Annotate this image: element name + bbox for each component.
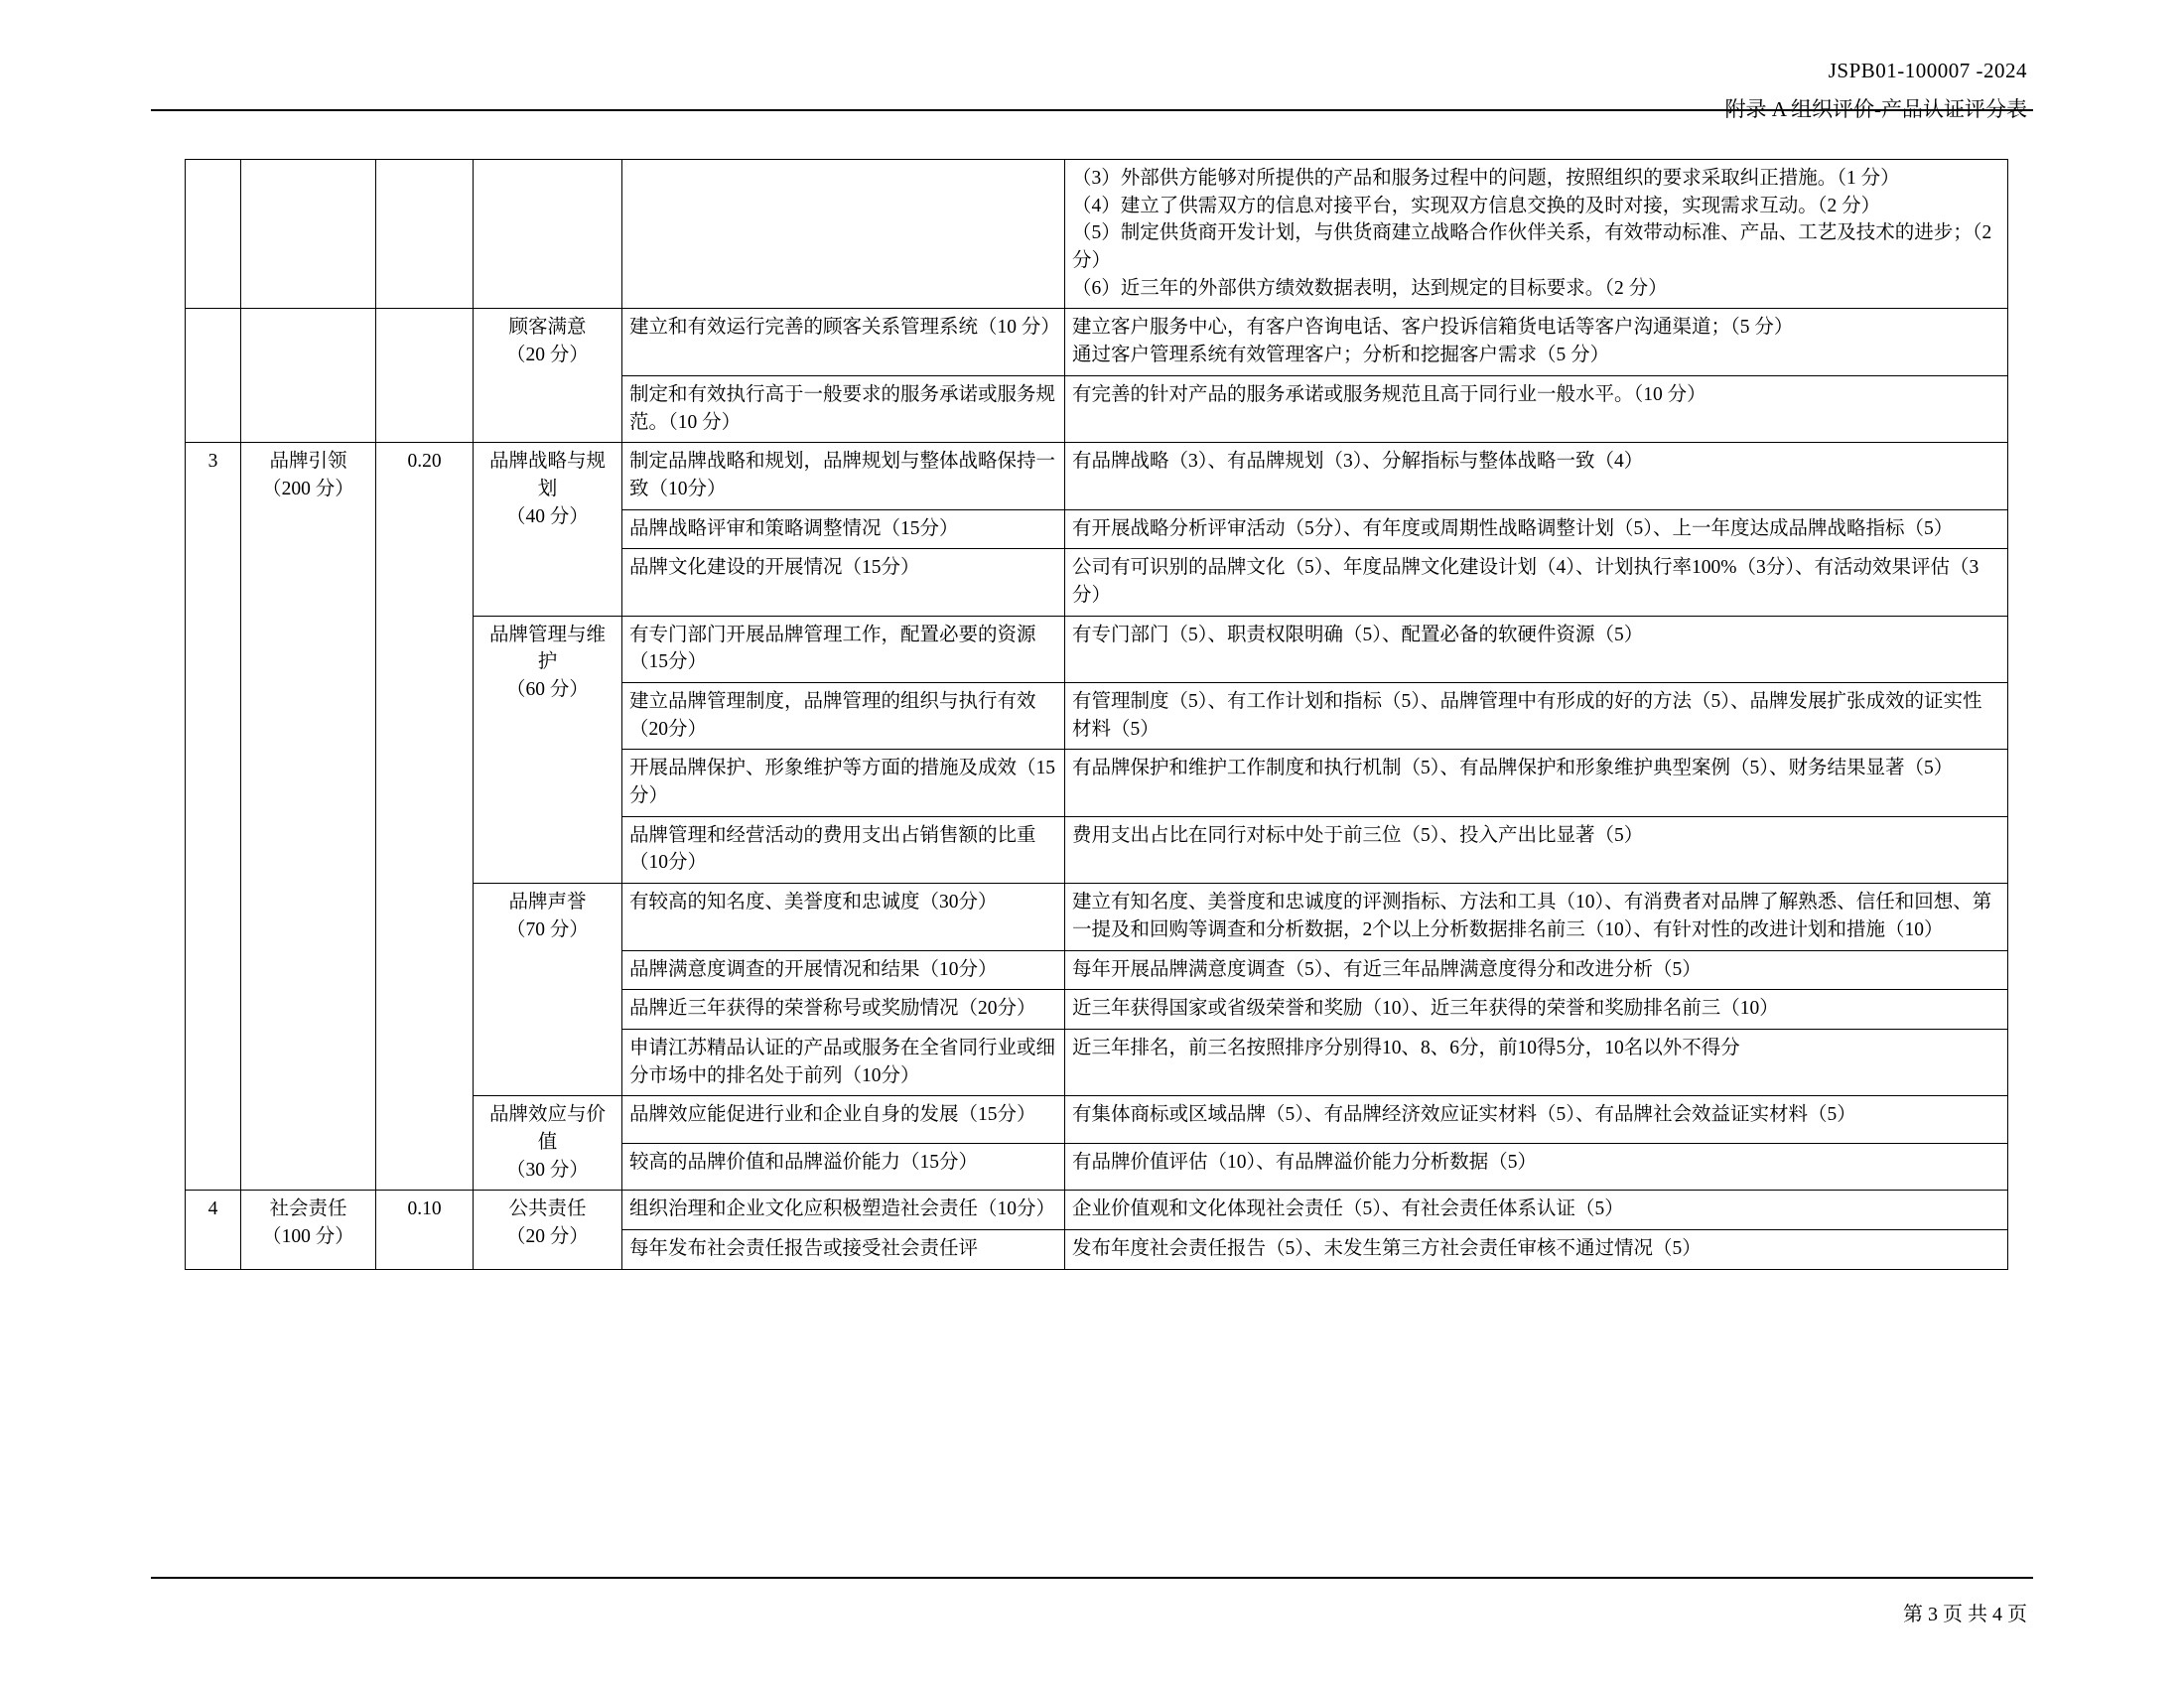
cell-item: 品牌近三年获得的荣誉称号或奖励情况（20分） bbox=[622, 990, 1065, 1030]
cell-item: 品牌文化建设的开展情况（15分） bbox=[622, 549, 1065, 616]
standard-line: （4）建立了供需双方的信息对接平台，实现双方信息交换的及时对接，实现需求互动。（2 分） bbox=[1072, 195, 1881, 216]
cell-weight bbox=[376, 160, 474, 309]
cell-item: 较高的品牌价值和品牌溢价能力（15分） bbox=[622, 1143, 1065, 1191]
cell-index bbox=[186, 160, 241, 309]
cell-standard: 公司有可识别的品牌文化（5）、年度品牌文化建设计划（4）、计划执行率100%（3分）、有活动效果评估（3分） bbox=[1065, 549, 2008, 616]
cell-item: 有较高的知名度、美誉度和忠诚度（30分） bbox=[622, 884, 1065, 950]
cell-item: 品牌满意度调查的开展情况和结果（10分） bbox=[622, 950, 1065, 990]
cell-item: 申请江苏精品认证的产品或服务在全省同行业或细分市场中的排名处于前列（10分） bbox=[622, 1029, 1065, 1095]
cell-dimension: 品牌引领 （200 分） bbox=[241, 443, 376, 1191]
table-row bbox=[186, 309, 2008, 375]
cell-standard: 有品牌价值评估（10）、有品牌溢价能力分析数据（5） bbox=[1065, 1143, 2008, 1191]
cell-standard: 费用支出占比在同行对标中处于前三位（5）、投入产出比显著（5） bbox=[1065, 816, 2008, 883]
cell-item: 有专门部门开展品牌管理工作，配置必要的资源（15分） bbox=[622, 616, 1065, 682]
cell-standard: 近三年排名，前三名按照排序分别得10、8、6分，前10得5分，10名以外不得分 bbox=[1065, 1029, 2008, 1095]
cell-standard: 企业价值观和文化体现社会责任（5）、有社会责任体系认证（5） bbox=[1065, 1191, 2008, 1230]
cell-standard: 有品牌战略（3）、有品牌规划（3）、分解指标与整体战略一致（4） bbox=[1065, 443, 2008, 509]
scoring-table bbox=[185, 159, 2008, 1270]
cell-standard: 有品牌保护和维护工作制度和执行机制（5）、有品牌保护和形象维护典型案例（5）、财务结果显著（5） bbox=[1065, 750, 2008, 816]
cell-dimension bbox=[241, 160, 376, 309]
cell-item: 组织治理和企业文化应积极塑造社会责任（10分） bbox=[622, 1191, 1065, 1230]
cell-standard: 发布年度社会责任报告（5）、未发生第三方社会责任审核不通过情况（5） bbox=[1065, 1230, 2008, 1270]
cell-index: 4 bbox=[186, 1191, 241, 1269]
cell-index bbox=[186, 309, 241, 443]
cell-standard: 有完善的针对产品的服务承诺或服务规范且高于同行业一般水平。（10 分） bbox=[1065, 375, 2008, 442]
page-footer: 第 3 页 共 4 页 bbox=[1903, 1604, 2027, 1625]
document-code: JSPB01-100007 -2024 bbox=[1828, 59, 2027, 82]
table-row bbox=[186, 1191, 2008, 1230]
cell-subcategory: 品牌声誉 （70 分） bbox=[474, 884, 622, 1096]
cell-weight bbox=[376, 309, 474, 443]
cell-standard: 有开展战略分析评审活动（5分）、有年度或周期性战略调整计划（5）、上一年度达成品牌战略指标（5） bbox=[1065, 509, 2008, 549]
table-row bbox=[186, 443, 2008, 509]
header-divider bbox=[151, 109, 2033, 111]
cell-item bbox=[622, 160, 1065, 309]
cell-standard: 有管理制度（5）、有工作计划和指标（5）、品牌管理中有形成的好的方法（5）、品牌发展扩张成效的证实性材料（5） bbox=[1065, 683, 2008, 750]
cell-dimension: 社会责任 （100 分） bbox=[241, 1191, 376, 1269]
cell-subcategory: 品牌效应与价值 （30 分） bbox=[474, 1096, 622, 1191]
cell-standard: 建立有知名度、美誉度和忠诚度的评测指标、方法和工具（10）、有消费者对品牌了解熟悉、信任和回想、第一提及和回购等调查和分析数据，2个以上分析数据排名前三（10）、有针对性的改进计划和措施（10） bbox=[1065, 884, 2008, 950]
cell-subcategory: 公共责任 （20 分） bbox=[474, 1191, 622, 1269]
cell-standard: 有集体商标或区域品牌（5）、有品牌经济效应证实材料（5）、有品牌社会效益证实材料（5） bbox=[1065, 1096, 2008, 1144]
cell-subcategory bbox=[474, 160, 622, 309]
cell-weight: 0.10 bbox=[376, 1191, 474, 1269]
table-row-continued bbox=[186, 160, 2008, 309]
standard-line: （3）外部供方能够对所提供的产品和服务过程中的问题，按照组织的要求采取纠正措施。（1 分） bbox=[1072, 168, 1900, 189]
cell-index: 3 bbox=[186, 443, 241, 1191]
cell-item: 品牌战略评审和策略调整情况（15分） bbox=[622, 509, 1065, 549]
cell-standard: 建立客户服务中心，有客户咨询电话、客户投诉信箱货电话等客户沟通渠道；（5 分） 通过客户管理系统有效管理客户；分析和挖掘客户需求（5 分） bbox=[1065, 309, 2008, 375]
cell-item: 品牌效应能促进行业和企业自身的发展（15分） bbox=[622, 1096, 1065, 1144]
cell-subcategory: 品牌管理与维护 （60 分） bbox=[474, 616, 622, 884]
standard-line: （6）近三年的外部供方绩效数据表明，达到规定的目标要求。（2 分） bbox=[1072, 277, 1668, 299]
cell-subcategory: 顾客满意 （20 分） bbox=[474, 309, 622, 443]
cell-item: 建立品牌管理制度，品牌管理的组织与执行有效（20分） bbox=[622, 683, 1065, 750]
standard-line: （5）制定供货商开发计划，与供货商建立战略合作伙伴关系，有效带动标准、产品、工艺及技术的进步；（2 分） bbox=[1072, 222, 1992, 272]
scoring-table-body bbox=[186, 160, 2008, 1270]
cell-standard: 每年开展品牌满意度调查（5）、有近三年品牌满意度得分和改进分析（5） bbox=[1065, 950, 2008, 990]
cell-item: 每年发布社会责任报告或接受社会责任评 bbox=[622, 1230, 1065, 1270]
cell-item: 开展品牌保护、形象维护等方面的措施及成效（15分） bbox=[622, 750, 1065, 816]
cell-weight: 0.20 bbox=[376, 443, 474, 1191]
cell-standard: 近三年获得国家或省级荣誉和奖励（10）、近三年获得的荣誉和奖励排名前三（10） bbox=[1065, 990, 2008, 1030]
cell-item: 制定和有效执行高于一般要求的服务承诺或服务规范。（10 分） bbox=[622, 375, 1065, 442]
footer-divider bbox=[151, 1577, 2033, 1579]
cell-subcategory: 品牌战略与规划 （40 分） bbox=[474, 443, 622, 616]
cell-standard-continued bbox=[1065, 160, 2008, 309]
cell-item: 制定品牌战略和规划，品牌规划与整体战略保持一致（10分） bbox=[622, 443, 1065, 509]
cell-dimension bbox=[241, 309, 376, 443]
cell-item: 品牌管理和经营活动的费用支出占销售额的比重（10分） bbox=[622, 816, 1065, 883]
document-subtitle: 附录 A 组织评价-产品认证评分表 bbox=[1724, 96, 2027, 121]
cell-item: 建立和有效运行完善的顾客关系管理系统（10 分） bbox=[622, 309, 1065, 375]
page-header bbox=[1725, 55, 2028, 125]
cell-standard: 有专门部门（5）、职责权限明确（5）、配置必备的软硬件资源（5） bbox=[1065, 616, 2008, 682]
